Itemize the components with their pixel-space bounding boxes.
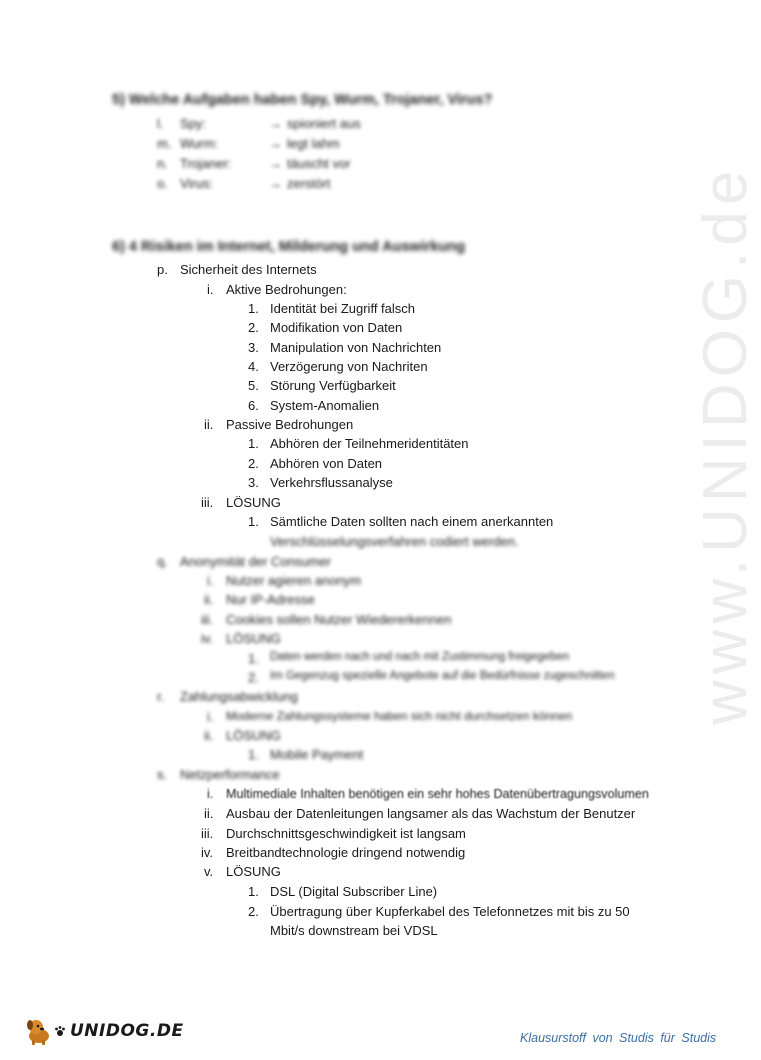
paw-icon xyxy=(54,1025,66,1037)
list-marker: i. xyxy=(207,709,214,724)
list-item-value: zerstört xyxy=(287,176,331,191)
list-item: Manipulation von Nachrichten xyxy=(270,340,442,355)
list-marker: l. xyxy=(157,116,164,131)
arrow-right-icon: → xyxy=(269,176,282,191)
arrow-right-icon: → xyxy=(269,136,282,151)
list-marker: i. xyxy=(207,573,214,588)
watermark: www.UNIDOG.de xyxy=(691,164,760,725)
list-number: 2. xyxy=(248,456,259,471)
list-item-continuation: Mbit/s downstream bei VDSL xyxy=(270,923,438,938)
list-marker: iii. xyxy=(201,612,214,627)
dog-icon xyxy=(24,1016,54,1046)
list-marker: ii. xyxy=(204,728,214,743)
list-item: Modifikation von Daten xyxy=(270,320,403,335)
list-number: 2. xyxy=(248,320,259,335)
list-marker: p. xyxy=(157,262,168,277)
list-item-continuation: Verschlüsselungsverfahren codiert werden. xyxy=(270,534,519,549)
list-marker: ii. xyxy=(204,806,214,821)
list-item: Im Gegenzug spezielle Angebote auf die Bedürfnisse zugeschnitten xyxy=(270,670,615,682)
list-number: 2. xyxy=(248,670,259,685)
list-item: Durchschnittsgeschwindigkeit ist langsam xyxy=(226,826,466,841)
list-marker: iii. xyxy=(201,826,214,841)
subsection-label: Netzperformance xyxy=(180,767,280,782)
arrow-right-icon: → xyxy=(269,116,282,131)
solution-label: LÖSUNG xyxy=(226,631,281,646)
list-marker: v. xyxy=(204,864,214,879)
list-number: 1. xyxy=(248,884,259,899)
list-marker: ii. xyxy=(204,417,214,432)
list-number: 3. xyxy=(248,340,259,355)
list-number: 6. xyxy=(248,398,259,413)
list-item-term: Spy: xyxy=(180,116,207,131)
list-item: DSL (Digital Subscriber Line) xyxy=(270,884,438,899)
list-item: Abhören der Teilnehmeridentitäten xyxy=(270,436,469,451)
solution-label: LÖSUNG xyxy=(226,864,281,879)
list-marker: ii. xyxy=(204,592,214,607)
list-item: Identität bei Zugriff falsch xyxy=(270,301,416,316)
list-item: Abhören von Daten xyxy=(270,456,383,471)
subsection-label: Zahlungsabwicklung xyxy=(180,689,298,704)
list-number: 1. xyxy=(248,514,259,529)
list-item: Breitbandtechnologie dringend notwendig xyxy=(226,845,466,860)
list-marker: n. xyxy=(157,156,168,171)
list-marker: s. xyxy=(157,767,168,782)
list-marker: q. xyxy=(157,554,168,569)
section-6-heading: 6) 4 Risiken im Internet, Milderung und Auswirkung xyxy=(112,239,466,255)
list-item-term: Wurm: xyxy=(180,136,219,151)
subsection-label: Anonymität der Consumer xyxy=(180,554,332,569)
list-marker: i. xyxy=(207,282,214,297)
unidog-logo[interactable] xyxy=(24,1016,184,1046)
list-item: Störung Verfügbarkeit xyxy=(270,378,396,393)
subsection-label: Aktive Bedrohungen: xyxy=(226,282,347,297)
list-number: 1. xyxy=(248,747,259,762)
list-item: Übertragung über Kupferkabel des Telefonnetzes mit bis zu 50 xyxy=(270,904,630,919)
list-marker: iv. xyxy=(201,631,214,646)
list-item: Mobile Payment xyxy=(270,747,364,762)
list-number: 1. xyxy=(248,651,259,666)
list-item-value: täuscht vor xyxy=(287,156,351,171)
arrow-right-icon: → xyxy=(269,156,282,171)
list-item: Nur IP-Adresse xyxy=(226,592,315,607)
list-number: 4. xyxy=(248,359,259,374)
list-item: Nutzer agieren anonym xyxy=(226,573,362,588)
list-item: Verkehrsflussanalyse xyxy=(270,475,393,490)
list-number: 2. xyxy=(248,904,259,919)
list-marker: m. xyxy=(157,136,172,151)
list-marker: iii. xyxy=(201,495,214,510)
solution-label: LÖSUNG xyxy=(226,495,281,510)
logo-text: UNIDOG.DE xyxy=(70,1021,184,1041)
solution-label: LÖSUNG xyxy=(226,728,281,743)
list-marker: r. xyxy=(157,689,165,704)
list-item: Daten werden nach und nach mit Zustimmung freigegeben xyxy=(270,651,570,663)
list-item: Moderne Zahlungssysteme haben sich nicht durchsetzen können xyxy=(226,709,573,723)
list-item-term: Virus: xyxy=(180,176,213,191)
list-number: 3. xyxy=(248,475,259,490)
list-item: Verzögerung von Nachriten xyxy=(270,359,428,374)
list-item-value: legt lahm xyxy=(287,136,340,151)
list-item: Cookies sollen Nutzer Wiedererkennen xyxy=(226,612,452,627)
list-item: Ausbau der Datenleitungen langsamer als das Wachstum der Benutzer xyxy=(226,806,636,821)
list-number: 1. xyxy=(248,436,259,451)
subsection-label: Sicherheit des Internets xyxy=(180,262,317,277)
list-number: 5. xyxy=(248,378,259,393)
footer-tagline: Klausurstoff von Studis für Studis xyxy=(520,1031,717,1045)
list-item: Sämtliche Daten sollten nach einem anerkannten xyxy=(270,514,554,529)
list-marker: i. xyxy=(207,787,214,801)
section-5-heading: 5) Welche Aufgaben haben Spy, Wurm, Trojaner, Virus? xyxy=(112,92,493,108)
list-number: 1. xyxy=(248,301,259,316)
list-item: System-Anomalien xyxy=(270,398,380,413)
list-item-term: Trojaner: xyxy=(180,156,232,171)
list-item: Multimediale Inhalten benötigen ein sehr hohes Datenübertragungsvolumen xyxy=(226,787,649,801)
list-marker: iv. xyxy=(201,845,214,860)
list-item-value: spioniert aus xyxy=(287,116,361,131)
subsection-label: Passive Bedrohungen xyxy=(226,417,354,432)
list-marker: o. xyxy=(157,176,168,191)
